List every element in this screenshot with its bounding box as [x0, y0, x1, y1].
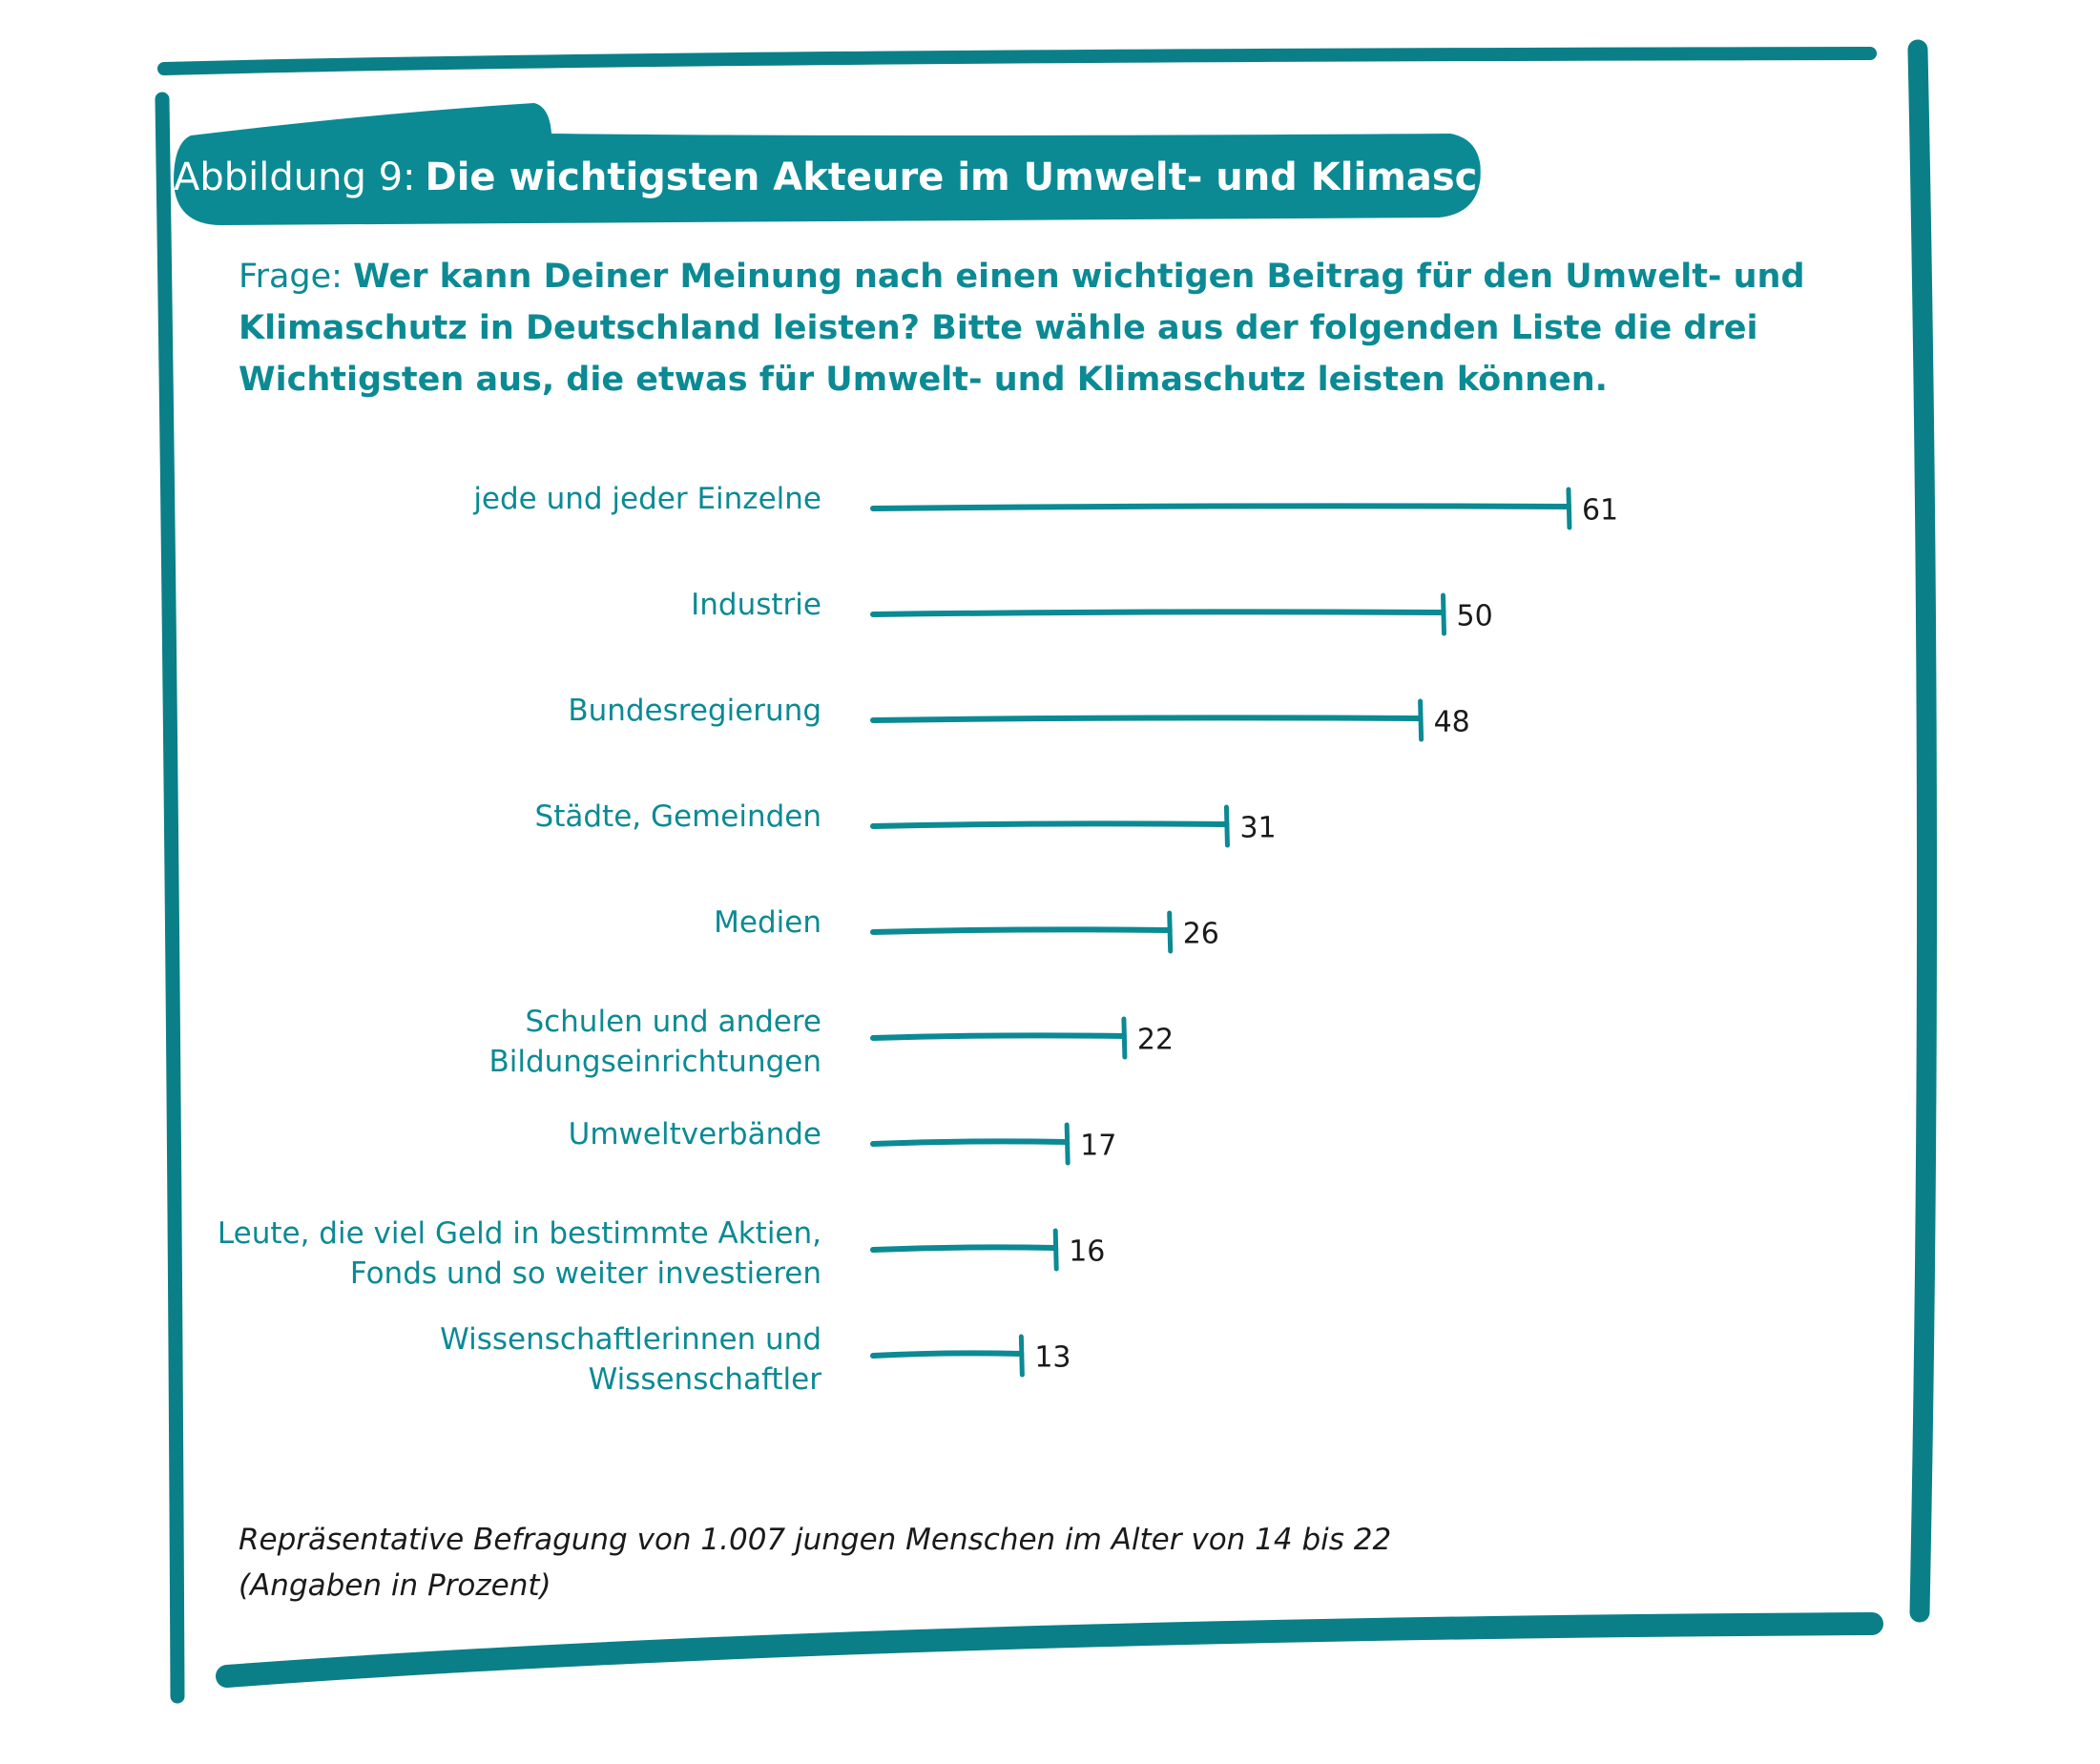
bar-end-cap	[1170, 913, 1171, 951]
bar-end-cap	[1569, 489, 1570, 528]
bar	[873, 1141, 1067, 1144]
category-label	[218, 1214, 821, 1294]
bar	[873, 717, 1421, 720]
bar	[873, 1353, 1021, 1356]
category-label	[714, 903, 821, 943]
data-label: 61	[1581, 493, 1619, 528]
category-label	[489, 1002, 821, 1082]
category-label-line: Industrie	[691, 588, 821, 622]
data-label: 26	[1182, 917, 1219, 951]
bar-end-cap	[1124, 1019, 1125, 1057]
bar-end-cap	[1444, 595, 1445, 633]
bar-end-cap	[1067, 1125, 1068, 1163]
data-label: 16	[1069, 1235, 1106, 1269]
footnote-line-2: (Angaben in Prozent)	[239, 1568, 551, 1603]
category-label	[691, 585, 821, 625]
bar	[873, 823, 1226, 826]
category-label	[535, 797, 821, 837]
bar	[873, 612, 1444, 614]
data-label: 13	[1034, 1340, 1071, 1375]
footnote	[239, 1517, 1391, 1608]
category-label-line: Schulen und andere	[525, 1005, 821, 1039]
category-label-line: Leute, die viel Geld in bestimmte Aktien,	[217, 1216, 821, 1251]
bar-end-cap	[1226, 807, 1227, 845]
category-label-line: Umweltverbände	[568, 1117, 821, 1152]
figure-number: Abbildung 9:	[174, 156, 416, 199]
category-label	[568, 691, 821, 731]
data-label: 17	[1080, 1129, 1117, 1163]
category-label-line: Wissenschaftlerinnen und	[440, 1322, 821, 1357]
category-label-line: Städte, Gemeinden	[534, 799, 821, 834]
category-label	[473, 479, 821, 519]
bar-end-cap	[1421, 701, 1422, 739]
bar	[873, 929, 1170, 932]
category-label	[569, 1114, 821, 1154]
category-label-line: Medien	[714, 905, 821, 940]
data-label: 31	[1239, 811, 1277, 845]
bar-end-cap	[1055, 1231, 1056, 1269]
category-label	[440, 1319, 821, 1400]
category-label-line: Bundesregierung	[568, 694, 821, 728]
figure-title-text: Die wichtigsten Akteure im Umwelt- und Klimaschutz	[425, 156, 1572, 199]
footnote-line-1: Repräsentative Befragung von 1.007 jungen Menschen im Alter von 14 bis 22	[239, 1523, 1392, 1557]
category-label-line: Wissenschaftler	[588, 1362, 821, 1397]
category-label-line: Bildungseinrichtungen	[489, 1045, 821, 1079]
data-label: 50	[1456, 599, 1493, 633]
category-label-line: Fonds und so weiter investieren	[349, 1256, 821, 1291]
bar	[873, 1247, 1055, 1250]
question-text: Wer kann Deiner Meinung nach einen wichtigen Beitrag für den Umwelt- und Klimaschutz in Deutschland leisten? Bitte wähle aus der folgenden Liste die drei Wichtigsten aus, die etwas für Umwelt- und Klimaschutz leisten können.	[239, 258, 1805, 399]
bar-end-cap	[1021, 1337, 1022, 1375]
category-label-line: jede und jeder Einzelne	[473, 482, 821, 516]
bar	[873, 506, 1569, 508]
bar	[873, 1035, 1124, 1038]
data-label: 22	[1136, 1023, 1175, 1057]
question-prefix: Frage:	[239, 258, 343, 296]
data-label: 48	[1433, 705, 1470, 739]
